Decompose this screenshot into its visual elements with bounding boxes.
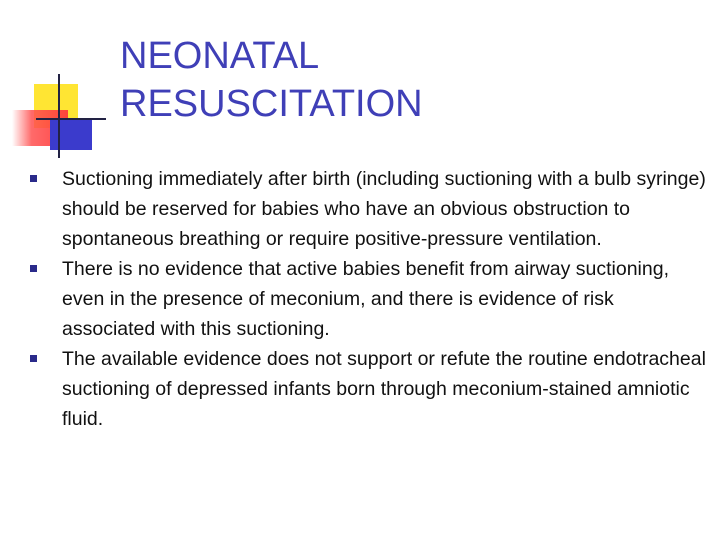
horizontal-rule [36, 118, 106, 120]
square-bullet-icon [30, 265, 37, 272]
bullet-item-1 [28, 164, 708, 254]
bullet-text-3: The available evidence does not support or refute the routine endotracheal suctioning of depressed infants born through meconium-stained amniotic fluid. [62, 348, 706, 430]
bullet-item-2 [28, 254, 708, 344]
vertical-rule [58, 74, 60, 158]
bullet-item-3 [28, 344, 708, 434]
blue-block [50, 118, 92, 150]
square-bullet-icon [30, 355, 37, 362]
square-bullet-icon [30, 175, 37, 182]
bullet-text-2: There is no evidence that active babies benefit from airway suctioning, even in the presence of meconium, and there is evidence of risk associated with this suctioning. [62, 258, 669, 340]
slide-title-line-1: NEONATAL [120, 35, 320, 77]
bullet-text-1: Suctioning immediately after birth (including suctioning with a bulb syringe) should be reserved for babies who have an obvious obstruction to spontaneous breathing or require positive-pressure ventilation. [62, 168, 706, 250]
bullet-list [28, 164, 708, 434]
slide-title-line-2: RESUSCITATION [120, 83, 423, 125]
slide-title [120, 32, 680, 128]
